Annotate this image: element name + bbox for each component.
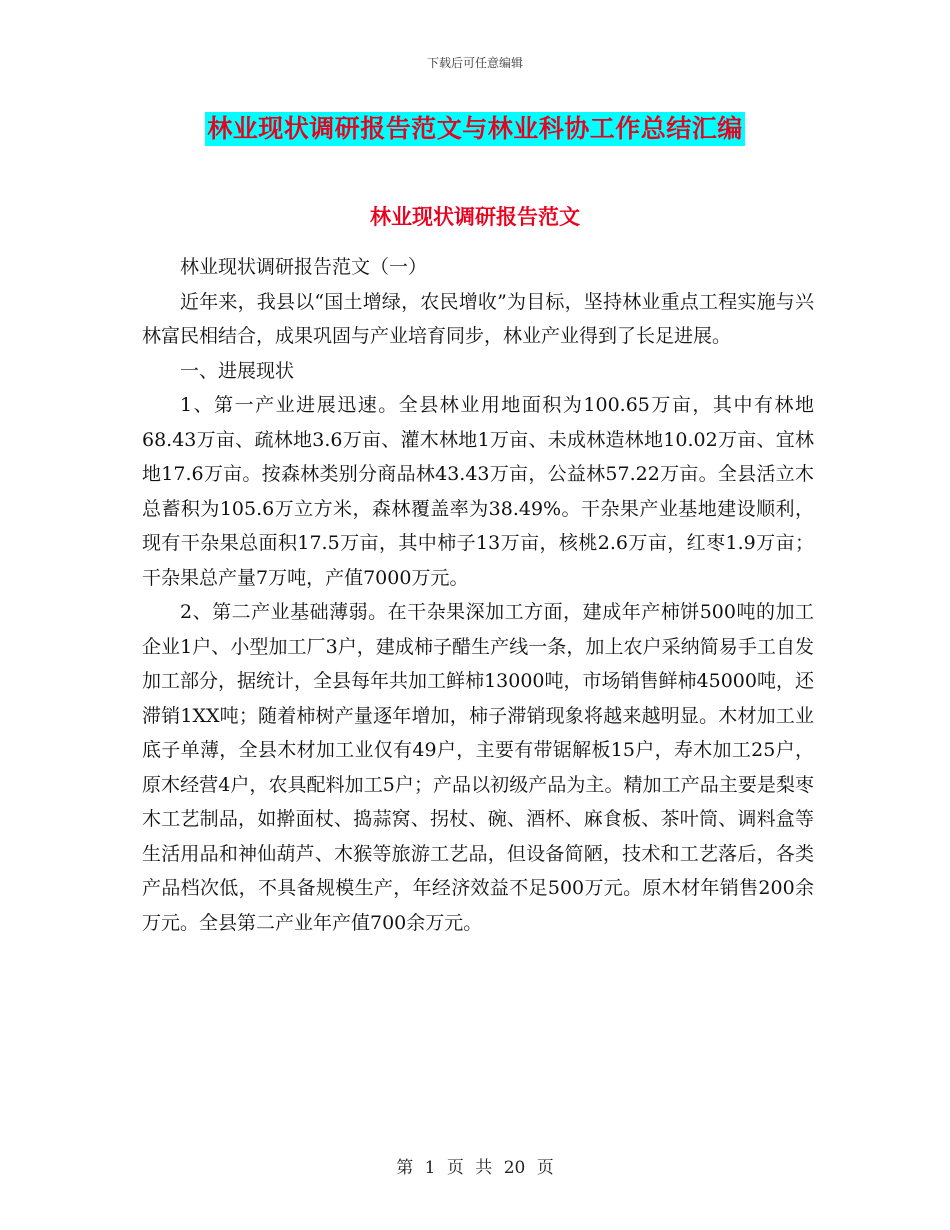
paragraph-primary-industry: 1、第一产业进展迅速。全县林业用地面积为100.65万亩，其中有林地68.43万亩、疏林地3.6万亩、灌木林地1万亩、未成林造林地10.02万亩、宜林地17.6万亩。按森林类别分商品林43.43万亩，公益林57.22万亩。全县活立木总蓄积为105.6万立方米，森林覆盖率为38.49%。干杂果产业基地建设顺利，现有干杂果总面积17.5万亩，其中柿子13万亩，核桃2.6万亩，红枣1.9万亩；干杂果总产量7万吨，产值7000万元。 [142,394,814,589]
page-number-footer: 第 1 页 共 20 页 [396,1158,554,1178]
section-title: 林业现状调研报告范文 [370,205,580,229]
paragraph-intro: 近年来，我县以“国土增绿，农民增收”为目标，坚持林业重点工程实施与兴林富民相结合，成果巩固与产业培育同步，林业产业得到了长足进展。 [142,290,814,347]
document-body [142,250,814,940]
main-title: 林业现状调研报告范文与林业科协工作总结汇编 [205,112,745,146]
paragraph-secondary-industry: 2、第二产业基础薄弱。在干杂果深加工方面，建成年产柿饼500吨的加工企业1户、小型加工厂3户，建成柿子醋生产线一条，加上农户采纳简易手工自发加工部分，据统计，全县每年共加工鲜柿13000吨，市场销售鲜柿45000吨，还滞销1XX吨；随着柿树产量逐年增加，柿子滞销现象将越来越明显。木材加工业底子单薄，全县木材加工业仅有49户，主要有带锯解板15户，寿木加工25户，原木经营4户，农具配料加工5户；产品以初级产品为主。精加工产品主要是梨枣木工艺制品，如擀面杖、捣蒜窝、拐杖、碗、酒杯、麻食板、茶叶筒、调料盒等生活用品和神仙葫芦、木猴等旅游工艺品，但设备简陋，技术和工艺落后，各类产品档次低，不具备规模生产，年经济效益不足500万元。原木材年销售200余万元。全县第二产业年产值700余万元。 [142,601,814,934]
main-title-container [0,112,950,146]
paragraph-report-heading: 林业现状调研报告范文（一） [180,256,428,278]
header-note: 下载后可任意编辑 [426,56,523,70]
paragraph-heading-status: 一、进展现状 [180,359,295,382]
